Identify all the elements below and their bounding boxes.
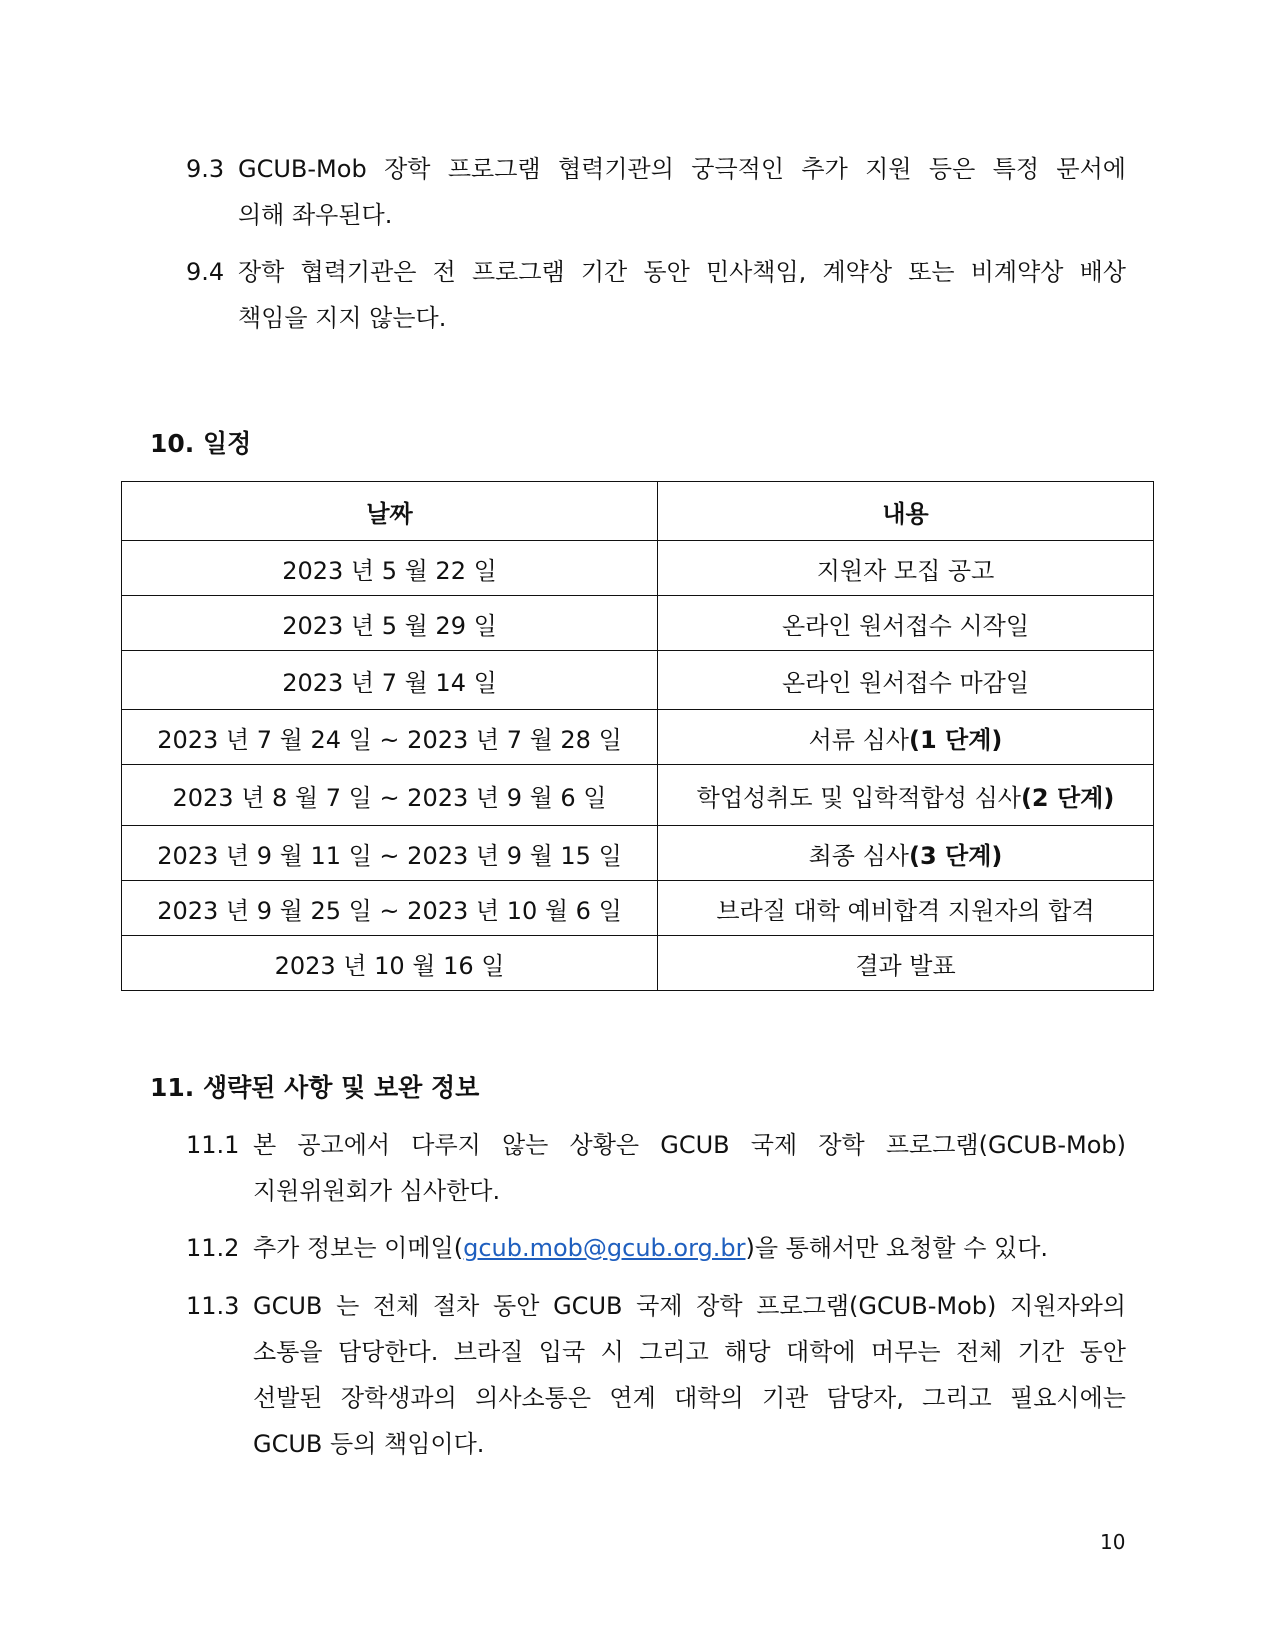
date-cell: 2023 년 8 월 7 일 ~ 2023 년 9 월 6 일 (122, 765, 658, 826)
clause-number: 11.2 (186, 1234, 240, 1262)
content-text: 지원자 모집 공고 (816, 556, 995, 585)
clause-text-line: GCUB 는 전체 절차 동안 GCUB 국제 장학 프로그램(GCUB-Mob) 지원자와의 (253, 1292, 1126, 1320)
email-link[interactable]: gcub.mob@gcub.org.br (463, 1234, 746, 1262)
page-number: 10 (1100, 1530, 1126, 1554)
date-cell: 2023 년 9 월 11 일 ~ 2023 년 9 월 15 일 (122, 826, 658, 881)
clause-11-1 (186, 1122, 1126, 1214)
table-row (122, 881, 1154, 936)
date-cell: 2023 년 5 월 22 일 (122, 541, 658, 596)
content-cell (658, 651, 1154, 710)
clause-text-line (253, 1225, 1126, 1271)
content-text: 학업성취도 및 입학적합성 심사 (696, 783, 1021, 812)
clause-11-3 (186, 1283, 1126, 1467)
table-row (122, 765, 1154, 826)
clause-number: 11.3 (186, 1292, 240, 1320)
clause-text-line: 책임을 지지 않는다. (238, 304, 447, 332)
column-header-content: 내용 (658, 482, 1154, 541)
clause-text-line: 의해 좌우된다. (238, 201, 393, 229)
date-cell: 2023 년 10 월 16 일 (122, 936, 658, 991)
table-row (122, 710, 1154, 765)
table-header-row (122, 482, 1154, 541)
table-row (122, 936, 1154, 991)
clause-number: 9.4 (186, 258, 225, 286)
date-cell: 2023 년 5 월 29 일 (122, 596, 658, 651)
content-cell (658, 710, 1154, 765)
content-cell (658, 596, 1154, 651)
content-text: 결과 발표 (855, 951, 956, 980)
content-text: 온라인 원서접수 시작일 (781, 611, 1030, 640)
table-row (122, 826, 1154, 881)
clause-text-line: GCUB 등의 책임이다. (253, 1430, 485, 1458)
table-row (122, 541, 1154, 596)
date-cell: 2023 년 7 월 14 일 (122, 651, 658, 710)
clause-number: 11.1 (186, 1131, 240, 1159)
clause-9-3 (186, 146, 1126, 238)
clause-text-line: 장학 협력기관은 전 프로그램 기간 동안 민사책임, 계약상 또는 비계약상 배상 (238, 258, 1126, 286)
clause-text-post: )을 통해서만 요청할 수 있다. (745, 1234, 1049, 1262)
stage-label: (1 단계) (909, 725, 1003, 754)
column-header-date: 날짜 (122, 482, 658, 541)
content-cell (658, 541, 1154, 596)
clause-text-line: 본 공고에서 다루지 않는 상황은 GCUB 국제 장학 프로그램(GCUB-Mob) (253, 1131, 1126, 1159)
content-cell (658, 936, 1154, 991)
clause-text-line: 소통을 담당한다. 브라질 입국 시 그리고 해당 대학에 머무는 전체 기간 동안 (253, 1338, 1126, 1366)
clause-text-line: 선발된 장학생과의 의사소통은 연계 대학의 기관 담당자, 그리고 필요시에는 (253, 1384, 1126, 1412)
content-text: 최종 심사 (808, 841, 909, 870)
date-cell: 2023 년 9 월 25 일 ~ 2023 년 10 월 6 일 (122, 881, 658, 936)
clause-number: 9.3 (186, 155, 225, 183)
clause-text-line: GCUB-Mob 장학 프로그램 협력기관의 궁극적인 추가 지원 등은 특정 문서에 (238, 155, 1126, 183)
content-cell (658, 765, 1154, 826)
stage-label: (3 단계) (909, 841, 1003, 870)
table-row (122, 651, 1154, 710)
schedule-table (121, 481, 1154, 991)
clause-9-4 (186, 249, 1126, 341)
stage-label: (2 단계) (1020, 783, 1115, 812)
clause-11-2 (186, 1225, 1126, 1271)
content-text: 브라질 대학 예비합격 지원자의 합격 (716, 896, 1095, 925)
date-cell: 2023 년 7 월 24 일 ~ 2023 년 7 월 28 일 (122, 710, 658, 765)
section-heading: 11. 생략된 사항 및 보완 정보 (150, 1073, 480, 1102)
content-cell (658, 826, 1154, 881)
content-cell (658, 881, 1154, 936)
content-text: 온라인 원서접수 마감일 (781, 668, 1030, 697)
clause-text-pre: 추가 정보는 이메일( (253, 1234, 464, 1262)
clause-text-line: 지원위원회가 심사한다. (253, 1177, 501, 1205)
section-heading: 10. 일정 (150, 429, 252, 458)
content-text: 서류 심사 (808, 725, 909, 754)
table-row (122, 596, 1154, 651)
